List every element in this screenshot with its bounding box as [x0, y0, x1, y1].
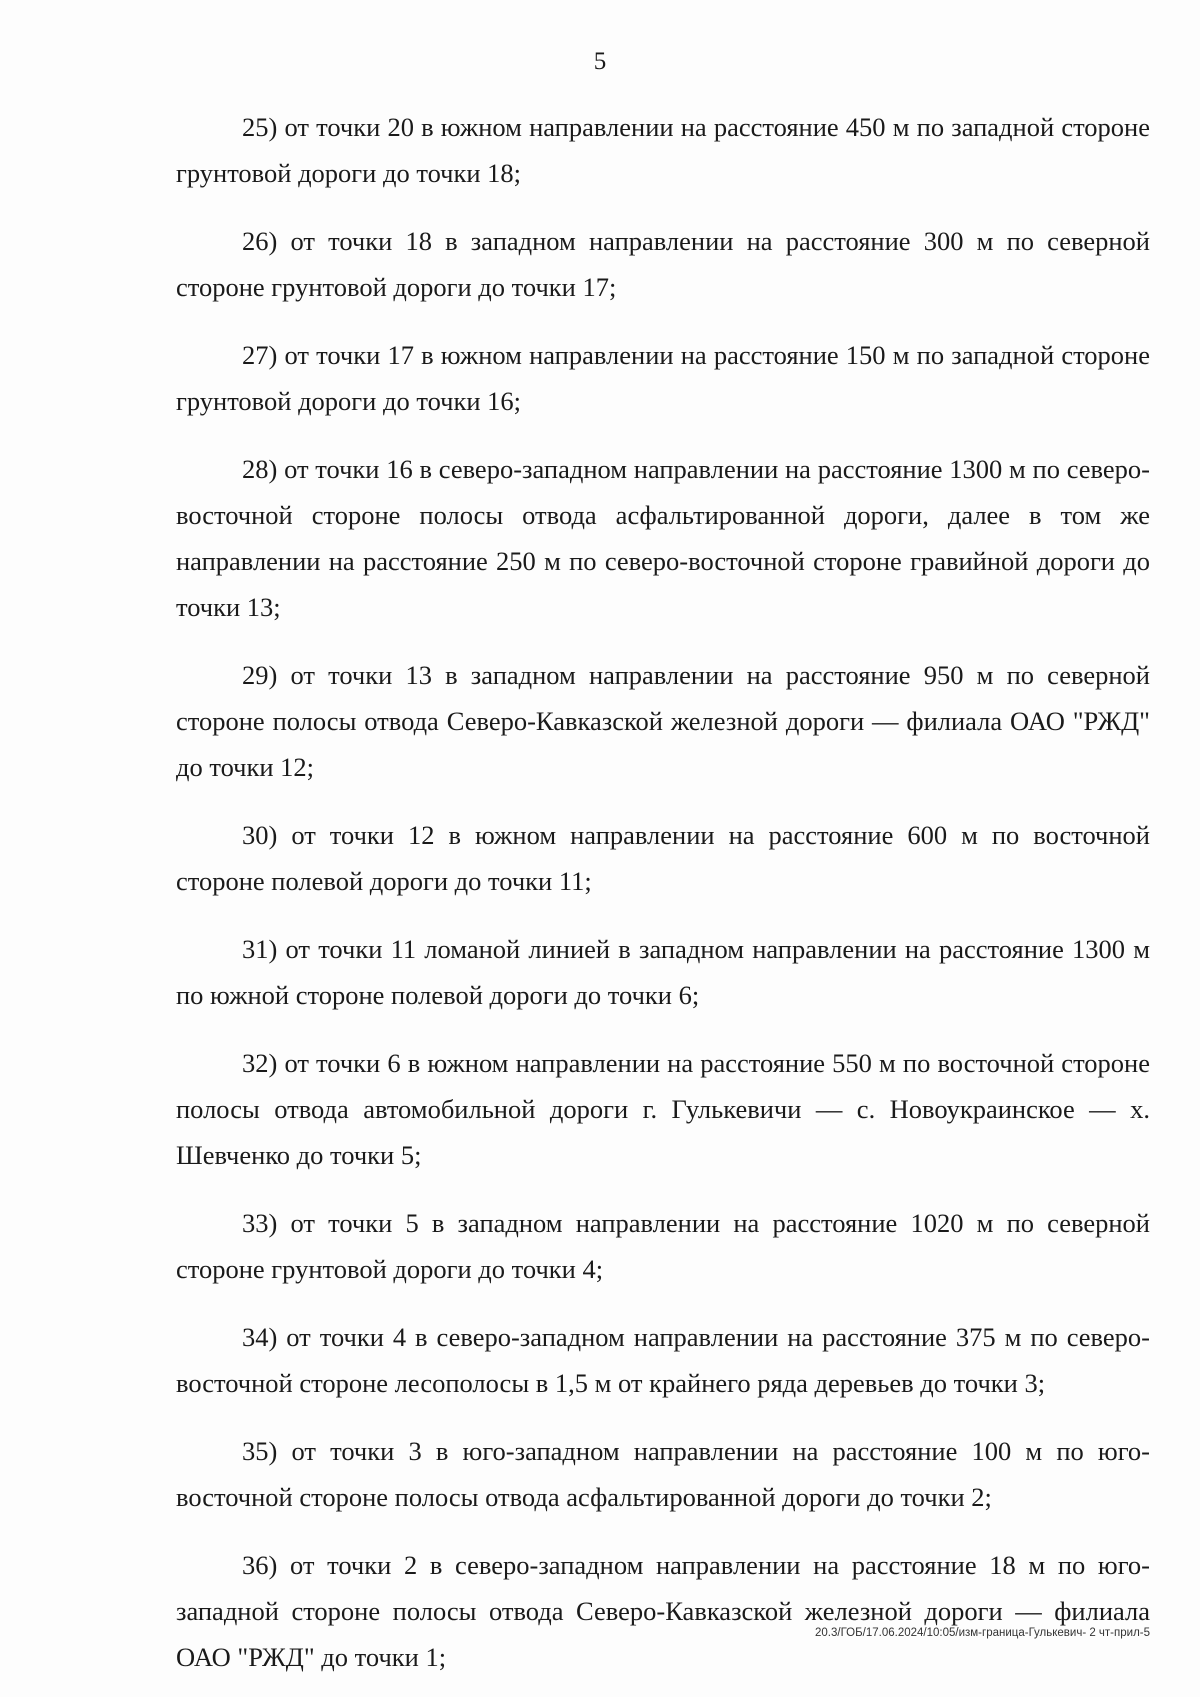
- page-number: 5: [593, 48, 607, 75]
- paragraph-33: 33) от точки 5 в западном направлении на расстояние 1020 м по северной стороне грунтовой дороги до точки 4;: [176, 1208, 1150, 1284]
- paragraph-32: 32) от точки 6 в южном направлении на расстояние 550 м по восточной стороне полосы отвода автомобильной дороги г. Гулькевичи — с. Новоукраинское — х. Шевченко до точки 5;: [176, 1048, 1150, 1170]
- footer-reference: 20.3/ГОБ/17.06.2024/10:05/изм-граница-Гулькевич- 2 чт-прил-5: [815, 1627, 1150, 1639]
- paragraph-26: 26) от точки 18 в западном направлении на расстояние 300 м по северной стороне грунтовой дороги до точки 17;: [176, 226, 1150, 302]
- paragraph-31: 31) от точки 11 ломаной линией в западном направлении на расстояние 1300 м по южной стороне полевой дороги до точки 6;: [176, 934, 1150, 1010]
- paragraph-25: 25) от точки 20 в южном направлении на расстояние 450 м по западной стороне грунтовой дороги до точки 18;: [176, 112, 1150, 188]
- paragraph-35: 35) от точки 3 в юго-западном направлении на расстояние 100 м по юго-восточной стороне полосы отвода асфальтированной дороги до точки 2;: [176, 1436, 1150, 1512]
- paragraph-30: 30) от точки 12 в южном направлении на расстояние 600 м по восточной стороне полевой дороги до точки 11;: [176, 820, 1150, 896]
- paragraph-34: 34) от точки 4 в северо-западном направлении на расстояние 375 м по северо-восточной стороне лесополосы в 1,5 м от крайнего ряда деревьев до точки 3;: [176, 1322, 1150, 1398]
- paragraph-27: 27) от точки 17 в южном направлении на расстояние 150 м по западной стороне грунтовой дороги до точки 16;: [176, 340, 1150, 416]
- paragraph-36: 36) от точки 2 в северо-западном направлении на расстояние 18 м по юго-западной стороне полосы отвода Северо-Кавказской железной дороги — филиала ОАО "РЖД" до точки 1;: [176, 1550, 1150, 1672]
- paragraph-28: 28) от точки 16 в северо-западном направлении на расстояние 1300 м по северо-восточной стороне полосы отвода асфальтированной дороги, далее в том же направлении на расстояние 250 м по северо-восточной стороне гравийной дороги до точки 13;: [176, 454, 1150, 622]
- paragraph-29: 29) от точки 13 в западном направлении на расстояние 950 м по северной стороне полосы отвода Северо-Кавказской железной дороги — филиала ОАО "РЖД" до точки 12;: [176, 660, 1150, 782]
- document-body: [176, 104, 1150, 1702]
